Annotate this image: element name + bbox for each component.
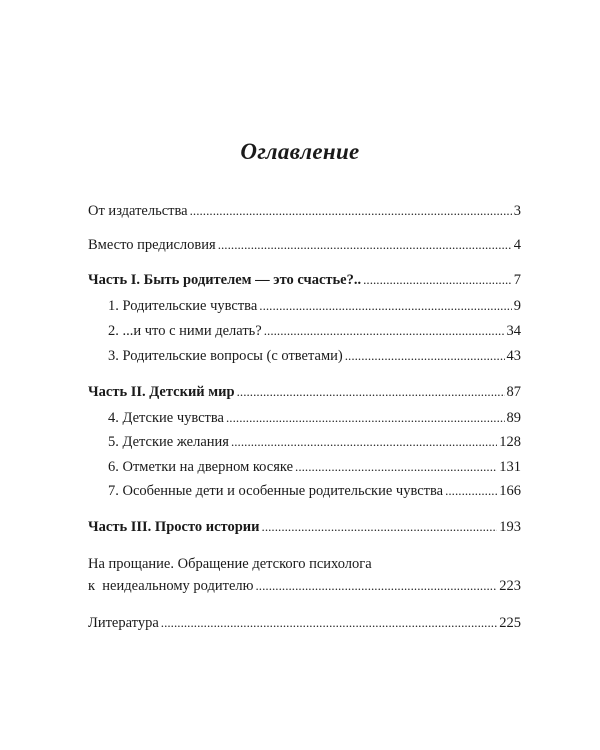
- toc-leader-dots: [256, 576, 498, 596]
- toc-entry-text: 3. Родительские вопросы (с ответами): [108, 348, 343, 364]
- toc-leader-dots: [231, 432, 497, 452]
- toc-page-number: 89: [506, 410, 521, 426]
- toc-leader-dots: [262, 517, 498, 537]
- toc-entry-part-1[interactable]: [88, 270, 521, 290]
- toc-entry-text: 6. Отметки на дверном косяке: [108, 459, 294, 475]
- toc-leader-dots: [259, 296, 511, 316]
- toc-entry-text: 2. ...и что с ними делать?: [108, 323, 262, 339]
- toc-page-number: 3: [513, 203, 521, 219]
- toc-entry-chapter-3[interactable]: [108, 346, 521, 366]
- toc-entry-chapter-2[interactable]: [108, 321, 521, 341]
- toc-page-number: 225: [499, 615, 521, 631]
- toc-entry-text: Часть II. Детский мир: [88, 384, 235, 400]
- toc-entry-part-2[interactable]: [88, 382, 521, 402]
- toc-entry-text: Вместо предисловия: [88, 237, 216, 253]
- toc-entry-text: 7. Особенные дети и особенные родительские чувства: [108, 483, 444, 499]
- toc-entry-farewell-line-1[interactable]: На прощание. Обращение детского психолога: [88, 556, 372, 572]
- toc-page-number: 193: [499, 519, 521, 535]
- toc-page-number: 7: [513, 272, 521, 288]
- toc-leader-dots: [190, 201, 512, 221]
- toc-page-number: 223: [499, 578, 521, 594]
- toc-leader-dots: [218, 235, 512, 255]
- toc-entry-text: 1. Родительские чувства: [108, 298, 258, 314]
- toc-leader-dots: [345, 346, 505, 366]
- toc-entry-text: От издательства: [88, 203, 188, 219]
- toc-entry-foreword[interactable]: [88, 235, 521, 255]
- toc-entry-text: Часть III. Просто истории: [88, 519, 260, 535]
- toc-page-number: 9: [513, 298, 521, 314]
- toc-entry-text: 4. Детские чувства: [108, 410, 224, 426]
- toc-entry-text: 5. Детские желания: [108, 434, 229, 450]
- toc-entry-chapter-7[interactable]: [108, 481, 521, 501]
- toc-entry-part-3[interactable]: [88, 517, 521, 537]
- toc-page-number: 131: [499, 459, 521, 475]
- toc-entry-text: Литература: [88, 615, 159, 631]
- toc-entry-text: к неидеальному родителю: [88, 578, 254, 594]
- toc-entry-chapter-6[interactable]: [108, 457, 521, 477]
- toc-leader-dots: [161, 613, 497, 633]
- toc-entry-chapter-5[interactable]: [108, 432, 521, 452]
- toc-page-number: 43: [506, 348, 521, 364]
- toc-page-number: 87: [506, 384, 521, 400]
- toc-entry-farewell-line-2[interactable]: [88, 576, 521, 596]
- toc-page-number: 166: [499, 483, 521, 499]
- toc-entry-text: Часть I. Быть родителем — это счастье?..: [88, 272, 362, 288]
- toc-leader-dots: [445, 481, 497, 501]
- toc-leader-dots: [237, 382, 505, 402]
- toc-page-number: 4: [513, 237, 521, 253]
- toc-leader-dots: [295, 457, 497, 477]
- toc-page-number: 34: [506, 323, 521, 339]
- toc-leader-dots: [363, 270, 512, 290]
- toc-entry-bibliography[interactable]: [88, 613, 521, 633]
- toc-page-number: 128: [499, 434, 521, 450]
- toc-leader-dots: [264, 321, 505, 341]
- toc-title: Оглавление: [240, 139, 360, 164]
- toc-entry-chapter-4[interactable]: [108, 408, 521, 428]
- toc-entry-from-publisher[interactable]: [88, 201, 521, 221]
- toc-leader-dots: [226, 408, 505, 428]
- toc-entry-chapter-1[interactable]: [108, 296, 521, 316]
